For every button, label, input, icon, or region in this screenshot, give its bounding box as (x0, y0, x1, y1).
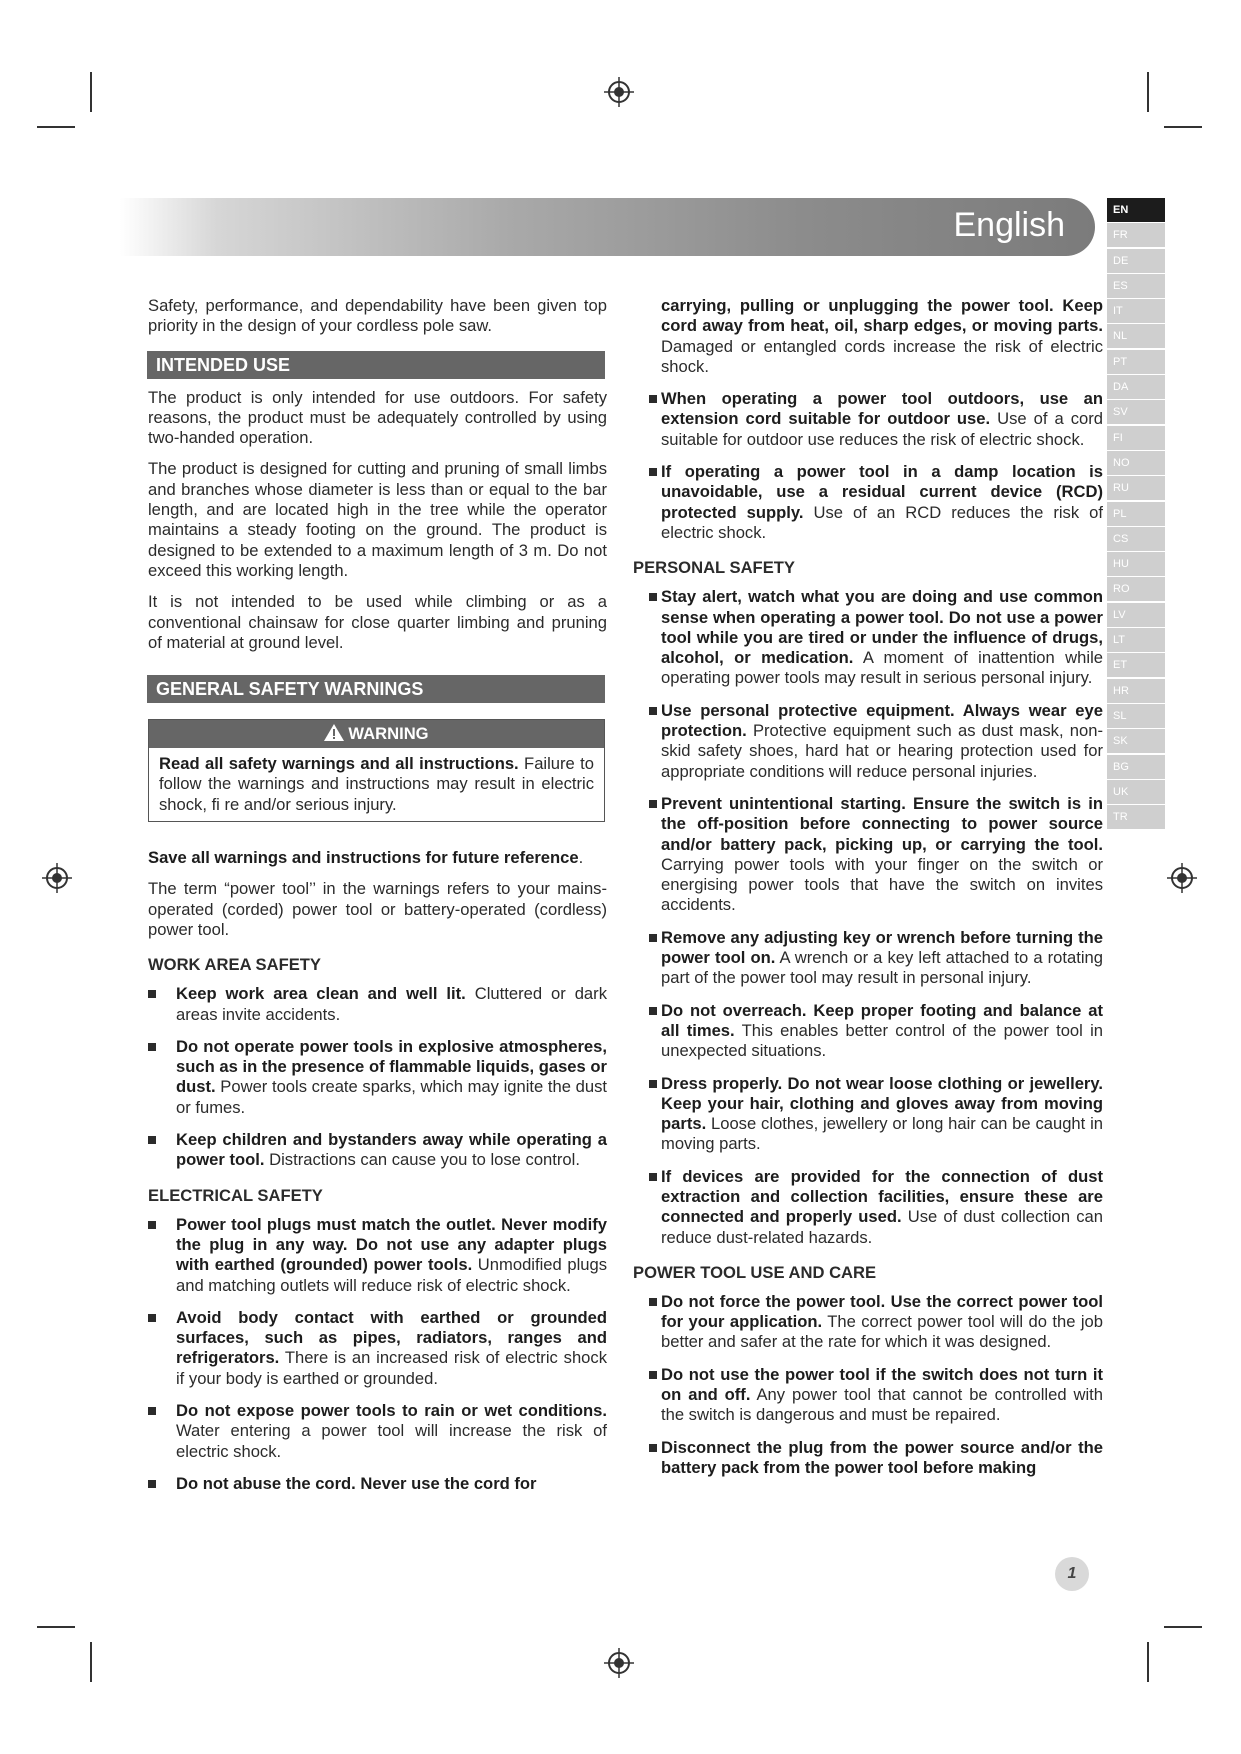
language-tab-uk[interactable]: UK (1107, 780, 1165, 804)
paragraph: It is not intended to be used while climbing or as a conventional chainsaw for close quarter limbing and pruning of material at ground level. (148, 592, 607, 652)
list-item: Power tool plugs must match the outlet. Never modify the plug in any way. Do not use any adapter plugs with earthed (grounded) power tools. Unmodified plugs and matching outlets will reduce risk of electric shock. (148, 1215, 607, 1296)
subheading-personal: PERSONAL SAFETY (633, 558, 795, 578)
bullet-icon (148, 1314, 156, 1322)
paragraph: The product is designed for cutting and pruning of small limbs and branches whose diameter is less than or equal to the bar length, and are located high in the tree while the operator maintains a steady footing on the ground. The product is designed to be extended to a maximum length of 3 m. Do not exceed this working length. (148, 459, 607, 580)
bullet-icon (649, 593, 657, 601)
crop-mark (90, 72, 92, 112)
bullet-icon (649, 468, 657, 476)
warning-box (148, 719, 605, 822)
language-tabs (1107, 198, 1165, 830)
list-item: Do not abuse the cord. Never use the cord for (148, 1474, 607, 1494)
work-area-list (148, 984, 607, 1170)
list-item: Use personal protective equipment. Always wear eye protection. Protective equipment such as dust mask, non-skid safety shoes, hard hat or hearing protection used for appropriate conditions will reduce personal injuries. (633, 701, 1103, 782)
list-item: Stay alert, watch what you are doing and use common sense when operating a power tool. Do not use a power tool while you are tired or under the influence of drugs, alcohol, or medication. A moment of inattention while operating power tools may result in serious personal injury. (633, 587, 1103, 688)
power-tool-list (633, 1292, 1103, 1478)
language-tab-sl[interactable]: SL (1107, 704, 1165, 728)
language-tab-lt[interactable]: LT (1107, 628, 1165, 652)
right-column (633, 296, 1103, 1490)
page-title: English (953, 206, 1065, 244)
language-tab-nl[interactable]: NL (1107, 324, 1165, 348)
list-item: Disconnect the plug from the power source and/or the battery pack from the power tool before making (633, 1438, 1103, 1479)
bullet-icon (148, 1043, 156, 1051)
crop-mark (1164, 126, 1202, 128)
registration-mark-icon (42, 863, 72, 893)
language-tab-fi[interactable]: FI (1107, 426, 1165, 450)
language-tab-cs[interactable]: CS (1107, 527, 1165, 551)
language-tab-pl[interactable]: PL (1107, 502, 1165, 526)
subheading-power-tool: POWER TOOL USE AND CARE (633, 1262, 877, 1282)
subheading-electrical: ELECTRICAL SAFETY (148, 1185, 323, 1205)
bullet-icon (649, 934, 657, 942)
language-tab-hu[interactable]: HU (1107, 552, 1165, 576)
list-item: Do not expose power tools to rain or wet conditions. Water entering a power tool will increase the risk of electric shock. (148, 1401, 607, 1462)
list-item: Prevent unintentional starting. Ensure the switch is in the off-position before connecting to power source and/or battery pack, picking up, or carrying the tool. Carrying power tools with your finger on the switch or energising power tools that have the switch on invites accidents. (633, 794, 1103, 916)
language-tab-en[interactable]: EN (1107, 198, 1165, 222)
personal-safety-list (633, 587, 1103, 1248)
subheading-work-area: WORK AREA SAFETY (148, 955, 322, 975)
page-number: 1 (1055, 1557, 1089, 1591)
crop-mark (37, 126, 75, 128)
language-tab-tr[interactable]: TR (1107, 805, 1165, 829)
language-tab-ru[interactable]: RU (1107, 476, 1165, 500)
language-tab-hr[interactable]: HR (1107, 679, 1165, 703)
intro-paragraph: Safety, performance, and dependability have been given top priority in the design of your cordless pole saw. (148, 296, 607, 336)
list-item: Avoid body contact with earthed or grounded surfaces, such as pipes, radiators, ranges and refrigerators. There is an increased risk of electric shock if your body is earthed or grounded. (148, 1308, 607, 1389)
bullet-icon (649, 1444, 657, 1452)
bullet-icon (649, 1007, 657, 1015)
warning-header (149, 720, 604, 748)
list-item: Do not force the power tool. Use the correct power tool for your application. The correct power tool will do the job better and safer at the rate for which it was designed. (633, 1292, 1103, 1353)
section-heading-intended-use: INTENDED USE (147, 351, 605, 379)
language-tab-bg[interactable]: BG (1107, 755, 1165, 779)
list-item: Keep work area clean and well lit. Cluttered or dark areas invite accidents. (148, 984, 607, 1025)
bullet-icon (148, 1221, 156, 1229)
registration-mark-icon (604, 77, 634, 107)
language-tab-pt[interactable]: PT (1107, 350, 1165, 374)
list-item: Do not use the power tool if the switch does not turn it on and off. Any power tool that cannot be controlled with the switch is dangerous and must be repaired. (633, 1365, 1103, 1426)
list-item: Keep children and bystanders away while operating a power tool. Distractions can cause you to lose control. (148, 1130, 607, 1171)
header-bar (120, 198, 1095, 256)
warning-triangle-icon (324, 724, 344, 741)
registration-mark-icon (604, 1648, 634, 1678)
crop-mark (90, 1642, 92, 1682)
language-tab-lv[interactable]: LV (1107, 603, 1165, 627)
paragraph: The product is only intended for use outdoors. For safety reasons, the product must be adequately controlled by using two-handed operation. (148, 387, 607, 448)
language-tab-it[interactable]: IT (1107, 299, 1165, 323)
electrical-list (148, 1215, 607, 1495)
list-item: carrying, pulling or unplugging the power tool. Keep cord away from heat, oil, sharp edges, or moving parts. Damaged or entangled cords increase the risk of electric shock. (661, 296, 1103, 376)
section-heading-general-safety: GENERAL SAFETY WARNINGS (147, 675, 605, 703)
warning-body (149, 748, 604, 821)
language-tab-sv[interactable]: SV (1107, 400, 1165, 424)
electrical-list (633, 389, 1103, 543)
bullet-icon (649, 1080, 657, 1088)
list-item: When operating a power tool outdoors, use an extension cord suitable for outdoor use. Use of a cord suitable for outdoor use reduces the risk of electric shock. (633, 389, 1103, 450)
list-item: Remove any adjusting key or wrench before turning the power tool on. A wrench or a key left attached to a rotating part of the power tool may result in personal injury. (633, 928, 1103, 989)
warning-title: WARNING (348, 724, 429, 744)
bullet-icon (649, 1298, 657, 1306)
bullet-icon (649, 800, 657, 808)
warning-text: Read all safety warnings and all instructions. Failure to follow the warnings and instructions may result in electric shock, fi re and/or serious injury. (159, 754, 595, 814)
list-item: Dress properly. Do not wear loose clothing or jewellery. Keep your hair, clothing and gloves away from moving parts. Loose clothes, jewellery or long hair can be caught in moving parts. (633, 1074, 1103, 1155)
bullet-icon (148, 1136, 156, 1144)
bullet-icon (148, 990, 156, 998)
bullet-icon (148, 1407, 156, 1415)
bullet-icon (649, 395, 657, 403)
list-item: Do not operate power tools in explosive atmospheres, such as in the presence of flammable liquids, gases or dust. Power tools create sparks, which may ignite the dust or fumes. (148, 1037, 607, 1118)
bullet-icon (649, 1371, 657, 1379)
list-item: If operating a power tool in a damp location is unavoidable, use a residual current device (RCD) protected supply. Use of an RCD reduces the risk of electric shock. (633, 462, 1103, 543)
list-item: If devices are provided for the connection of dust extraction and collection facilities, ensure these are connected and properly used. Use of dust collection can reduce dust-related hazards. (633, 1167, 1103, 1248)
language-tab-da[interactable]: DA (1107, 375, 1165, 399)
crop-mark (1164, 1626, 1202, 1628)
language-tab-et[interactable]: ET (1107, 653, 1165, 677)
language-tab-fr[interactable]: FR (1107, 223, 1165, 247)
language-tab-ro[interactable]: RO (1107, 577, 1165, 601)
bullet-icon (148, 1480, 156, 1488)
language-tab-no[interactable]: NO (1107, 451, 1165, 475)
language-tab-es[interactable]: ES (1107, 274, 1165, 298)
crop-mark (1147, 72, 1149, 112)
bullet-icon (649, 1173, 657, 1181)
list-item: Do not overreach. Keep proper footing and balance at all times. This enables better control of the power tool in unexpected situations. (633, 1001, 1103, 1062)
language-tab-de[interactable]: DE (1107, 249, 1165, 273)
bullet-icon (649, 707, 657, 715)
language-tab-sk[interactable]: SK (1107, 729, 1165, 753)
term-definition: The term “power tool’’ in the warnings refers to your mains-operated (corded) power tool or battery-operated (cordless) power tool. (148, 879, 607, 939)
registration-mark-icon (1167, 863, 1197, 893)
left-column (148, 296, 607, 1506)
crop-mark (37, 1626, 75, 1628)
crop-mark (1147, 1642, 1149, 1682)
save-instructions: Save all warnings and instructions for future reference. (148, 848, 584, 868)
